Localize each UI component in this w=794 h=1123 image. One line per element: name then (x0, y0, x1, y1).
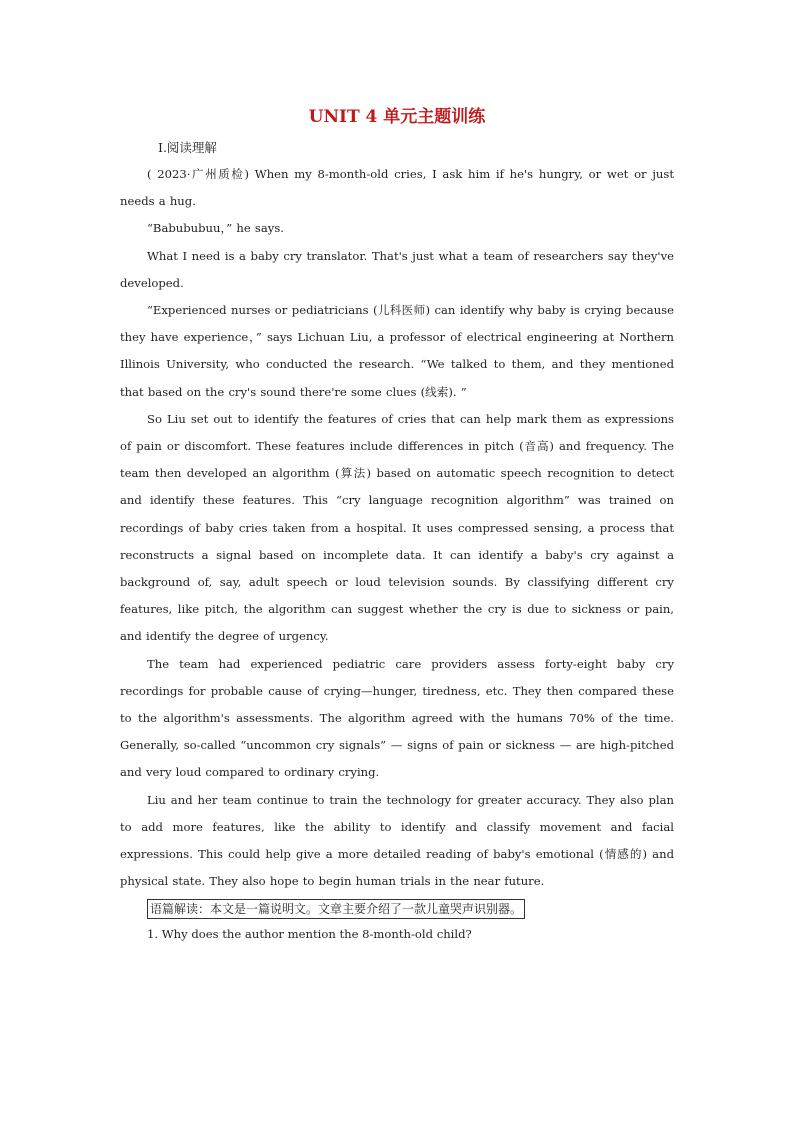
section-heading: Ⅰ.阅读理解 (158, 140, 217, 155)
paragraph-1: ( 2023·广州质检) When my 8-month-old cries, I ask him if he's hungry, or wet or just needs a hug. (120, 167, 674, 209)
document-page (120, 100, 674, 949)
analysis-note: 语篇解读：本文是一篇说明文。文章主要介绍了一款儿童哭声识别器。 (147, 899, 525, 919)
paragraph-5: So Liu set out to identify the features of cries that can help mark them as expressions of pain or discomfort. These features include differences in pitch (音高) and frequency. The team then developed an algorithm (算法) based on automatic speech recognition to detect and identify these features. This “cry language recognition algorithm” was trained on recordings of baby cries taken from a hospital. It uses compressed sensing, a process that reconstructs a signal based on incomplete data. It can identify a baby's cry against a background of, say, adult speech or loud television sounds. By classifying different cry features, like pitch, the algorithm can suggest whether the cry is due to sickness or pain, and identify the degree of urgency. (120, 411, 674, 644)
question-1: 1. Why does the author mention the 8-month-old child? (147, 927, 472, 942)
paragraph-7: Liu and her team continue to train the technology for greater accuracy. They also plan to add more features, like the ability to identify and classify movement and facial expressions. This could help give a more detailed reading of baby's emotional (情感的) and physical state. They also hope to begin human trials in the near future. (120, 792, 674, 889)
page-title: UNIT 4 单元主题训练 (308, 107, 486, 127)
paragraph-6: The team had experienced pediatric care providers assess forty-eight baby cry recordings for probable cause of crying—hunger, tiredness, etc. They then compared these to the algorithm's assessments. The algorithm agreed with the humans 70% of the time. Generally, so-called “uncommon cry signals” — signs of pain or sickness — are high-pitched and very loud compared to ordinary crying. (120, 656, 674, 780)
paragraph-2: “Babububuu，” he says. (147, 221, 284, 236)
paragraph-3: What I need is a baby cry translator. That's just what a team of researchers say they've developed. (120, 248, 674, 290)
paragraph-4: “Experienced nurses or pediatricians (儿科医师) can identify why baby is crying because they have experience，” says Lichuan Liu, a professor of electrical engineering at Northern Illinois University, who conducted the research. “We talked to them, and they mentioned that based on the cry's sound there're some clues (线索). ” (120, 303, 674, 399)
